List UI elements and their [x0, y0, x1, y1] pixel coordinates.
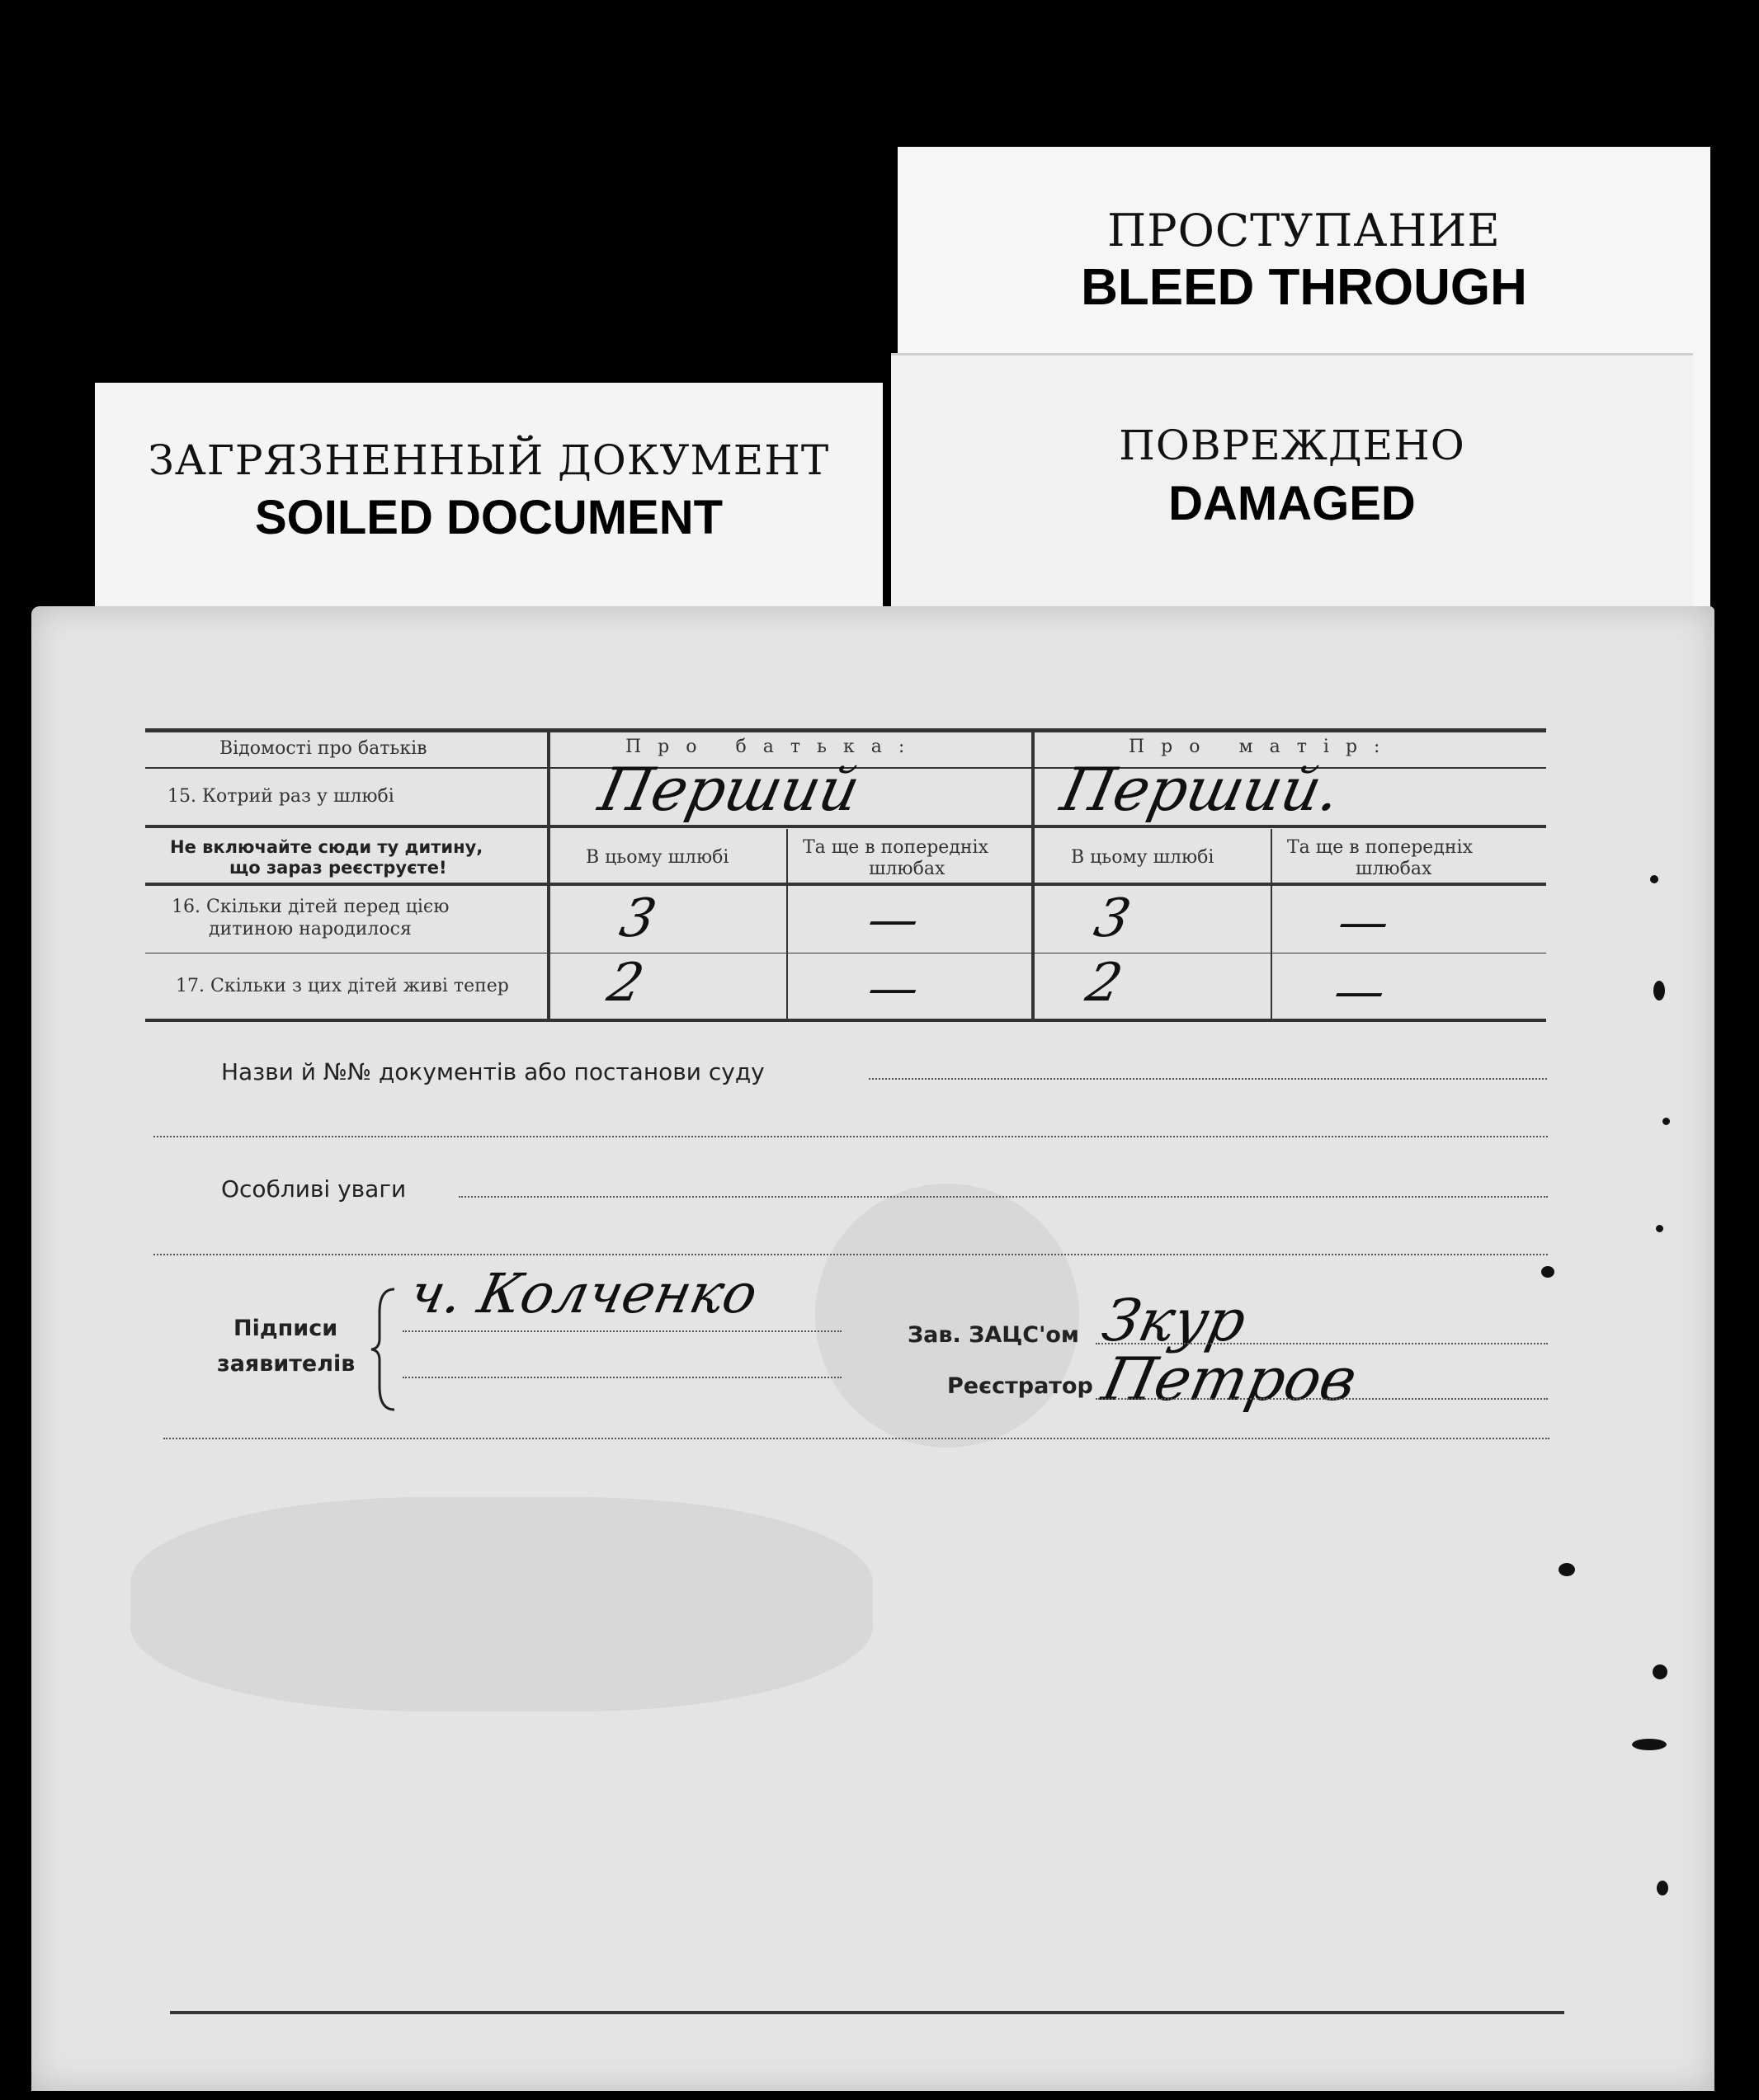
mother-previous-header-line1: Та ще в попередніх [1287, 837, 1473, 858]
head-label: Зав. ЗАЦС'ом [908, 1322, 1079, 1348]
row17-father-previous: — [862, 959, 925, 1017]
damaged-ru: ПОВРЕЖДЕНО [1119, 421, 1465, 469]
subheader-rule [145, 883, 1546, 886]
row15-father-value: Перший [593, 755, 866, 824]
row15-mother-value: Перший. [1055, 755, 1347, 824]
speck [1541, 1266, 1554, 1278]
row17-father-current: 2 [602, 953, 649, 1014]
damaged-en: DAMAGED [1168, 477, 1416, 530]
applicant-brace [370, 1288, 403, 1411]
row16-father-previous: — [862, 891, 925, 949]
speck [1662, 1118, 1670, 1125]
soiled-document-ru: ЗАГРЯЗНЕННЫЙ ДОКУМЕНТ [148, 436, 830, 484]
father-current-marriage-header: В цьому шлюбі [586, 847, 729, 868]
documents-line-2 [153, 1136, 1548, 1137]
row17-mother-current: 2 [1081, 953, 1128, 1014]
applicant-signatures-label-line2: заявителів [217, 1351, 356, 1377]
remarks-label: Особливі уваги [221, 1175, 407, 1203]
row16-mother-current: 3 [1089, 888, 1136, 949]
exclude-note-line2: що зараз реєструєте! [229, 858, 447, 878]
table-top-rule [145, 728, 1546, 732]
speck [1559, 1563, 1575, 1576]
row16-label-line1: 16. Скільки дітей перед цією [172, 897, 450, 917]
applicant-signatures-label-line1: Підписи [233, 1316, 338, 1341]
col-divider-1 [547, 730, 550, 1019]
applicant-signature: ч. Колченко [403, 1262, 763, 1325]
row16-father-current: 3 [615, 888, 662, 949]
document-page [31, 606, 1714, 2091]
col-divider-4 [1271, 829, 1272, 1019]
remarks-line-2 [153, 1254, 1548, 1255]
documents-label: Назви й №№ документів або постанови суду [221, 1058, 765, 1085]
row17-label: 17. Скільки з цих дітей живі тепер [176, 976, 509, 996]
bleed-through-ru: ПРОСТУПАНИЕ [1107, 205, 1501, 257]
speck [1650, 875, 1658, 883]
exclude-note-line1: Не включайте сюди ту дитину, [170, 837, 483, 857]
page-bottom-rule [170, 2011, 1564, 2014]
soiled-document-en: SOILED DOCUMENT [254, 491, 724, 544]
documents-line-1 [869, 1078, 1547, 1080]
registrar-signature-line [1096, 1398, 1548, 1400]
applicant-line-2 [403, 1377, 842, 1378]
father-previous-header-line2: шлюбах [869, 859, 946, 879]
col-divider-3 [1031, 730, 1035, 1019]
father-previous-header-line1: Та ще в попередніх [803, 837, 988, 858]
speck [1632, 1739, 1667, 1750]
stamp-stain [815, 1184, 1079, 1448]
speck [1656, 1225, 1663, 1232]
row15-rule [145, 825, 1546, 828]
registrar-signature: Петров [1096, 1344, 1363, 1414]
mother-current-marriage-header: В цьому шлюбі [1071, 847, 1214, 868]
row17-mother-previous: — [1328, 963, 1391, 1020]
speck [1653, 1664, 1667, 1679]
col-divider-2 [786, 829, 788, 1019]
row15-label: 15. Котрий раз у шлюбі [167, 786, 394, 807]
remarks-line-1 [459, 1196, 1548, 1198]
mother-previous-header-line2: шлюбах [1356, 859, 1432, 879]
mother-header: Про матір: [1129, 737, 1397, 757]
speck [1657, 1881, 1668, 1895]
soiled-document-card [95, 383, 883, 614]
applicant-line-1 [403, 1330, 842, 1332]
row16-label-line2: дитиною народилося [209, 919, 412, 939]
father-header: Про батька: [625, 737, 922, 757]
bleed-through-area [130, 1497, 873, 1712]
signature-bottom-line [163, 1438, 1549, 1439]
head-signature: Зкур [1096, 1287, 1252, 1354]
bleed-through-en: BLEED THROUGH [1081, 259, 1527, 316]
speck [1653, 981, 1665, 1001]
parents-info-header: Відомості про батьків [219, 738, 427, 759]
row16-mother-previous: — [1332, 893, 1395, 951]
registrar-label: Реєстратор [947, 1373, 1093, 1399]
